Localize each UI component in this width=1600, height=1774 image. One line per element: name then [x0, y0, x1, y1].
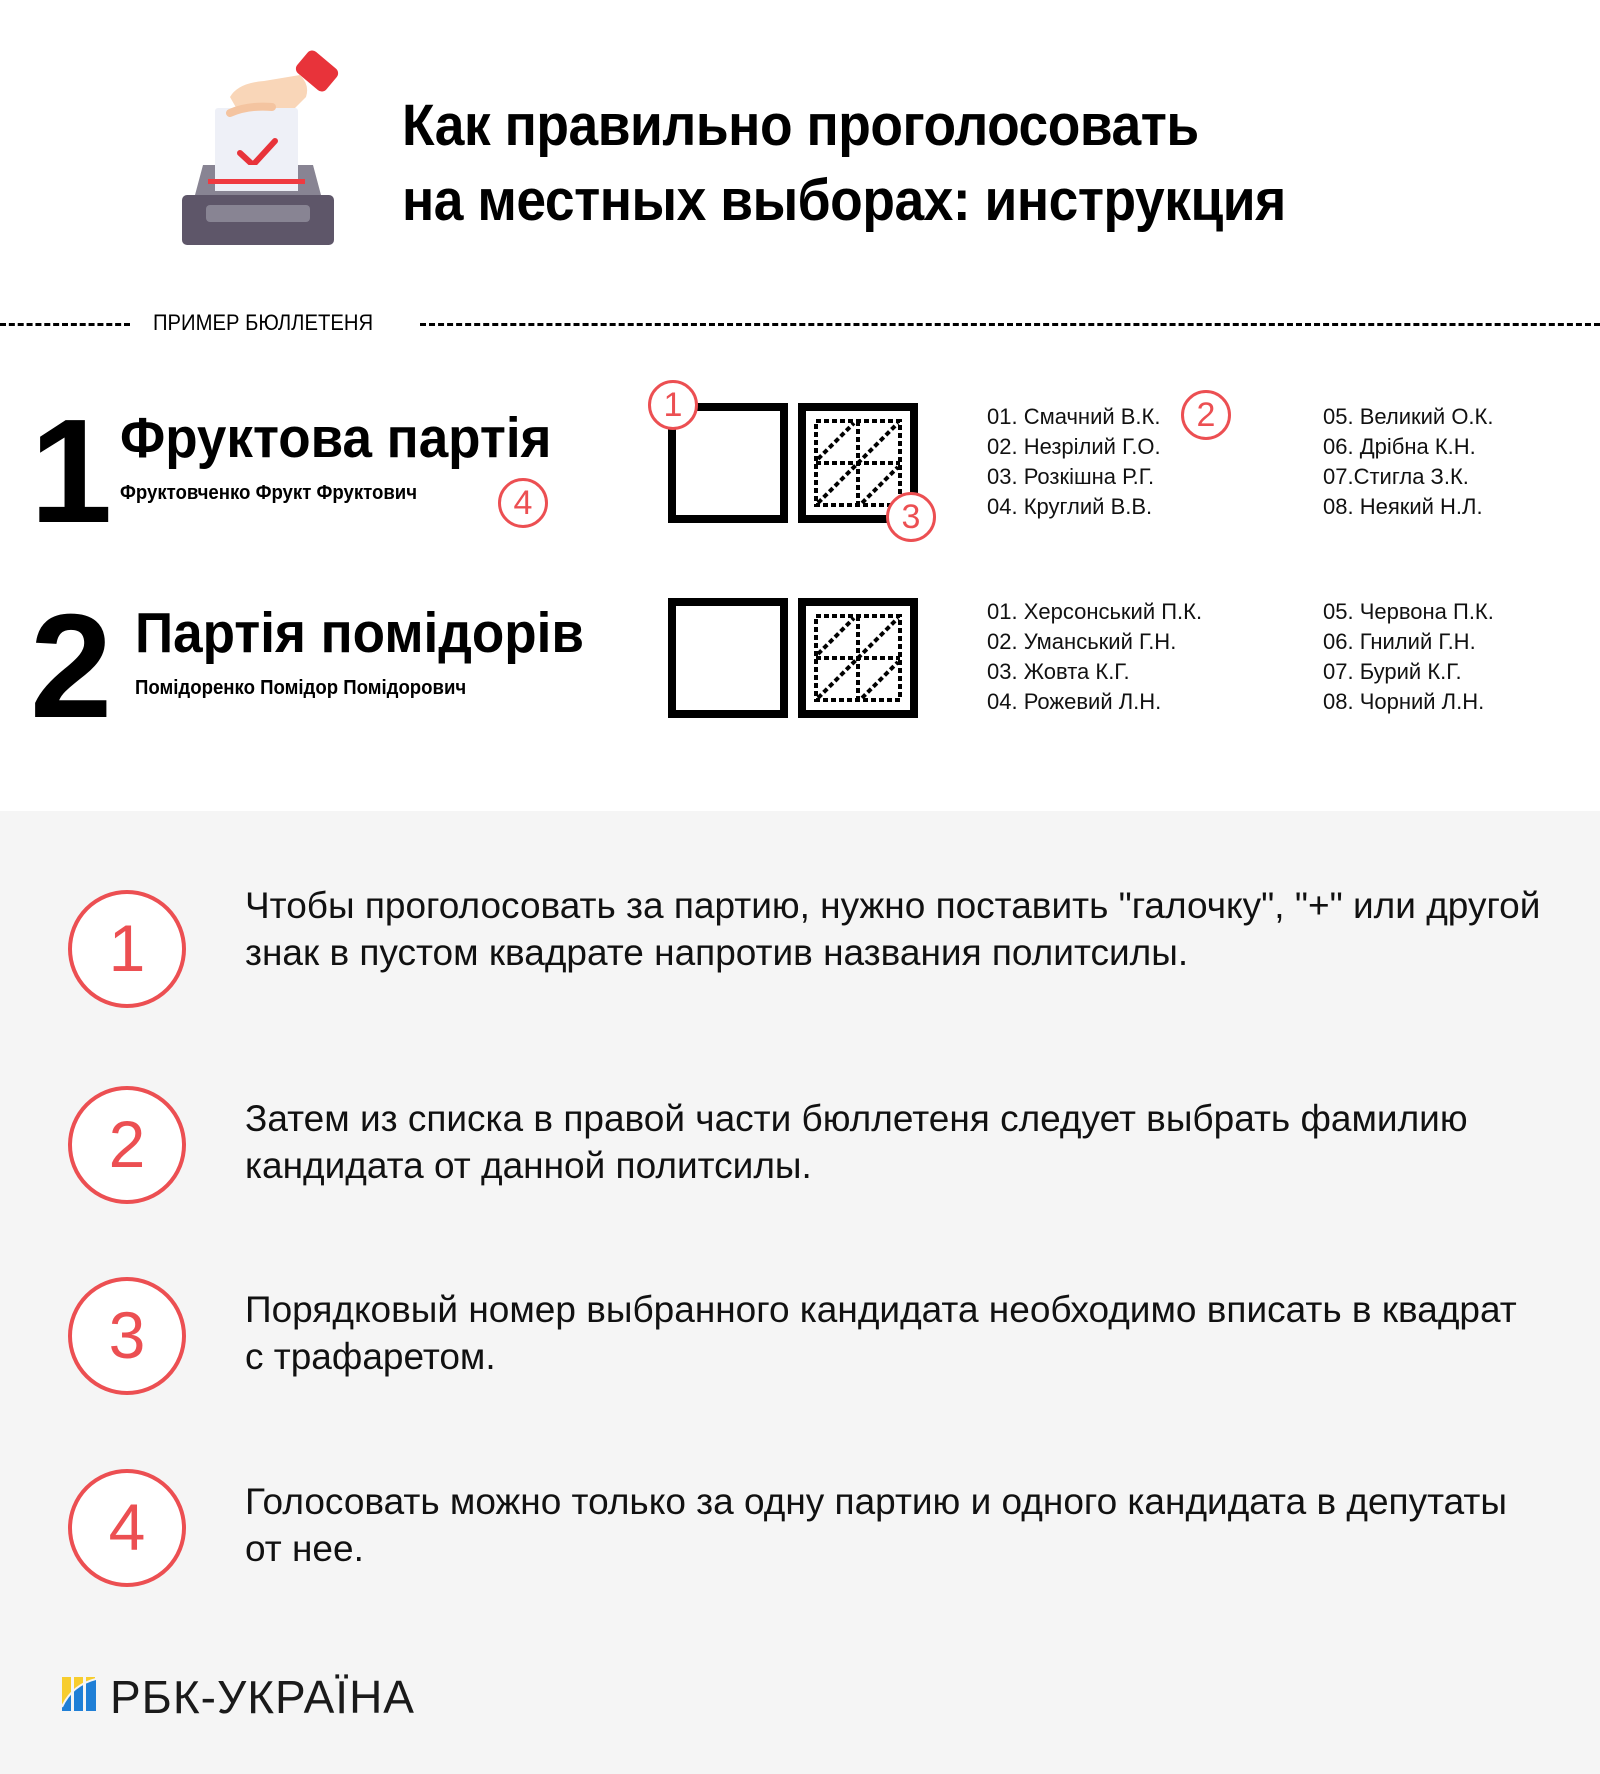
step-number-badge: 1 — [68, 890, 186, 1008]
party-leader: Помідоренко Помідор Помідорович — [135, 677, 467, 699]
callout-badge-3: 3 — [886, 492, 936, 542]
ballot-party-2 — [0, 575, 1600, 749]
ballot-example-divider — [0, 305, 1600, 341]
candidate-item[interactable]: 06. Дрібна К.Н. — [1323, 434, 1476, 459]
step-number-badge: 2 — [68, 1086, 186, 1204]
candidate-number-stencil[interactable] — [798, 598, 918, 718]
stencil-grid-icon — [812, 612, 904, 704]
candidate-list-left — [987, 597, 1202, 717]
party-number: 1 — [30, 389, 113, 554]
dashed-line-right — [420, 323, 1600, 326]
callout-badge-1: 1 — [648, 380, 698, 430]
step-number-badge: 3 — [68, 1277, 186, 1395]
dashed-line-left — [0, 323, 130, 326]
candidate-item[interactable]: 06. Гнилий Г.Н. — [1323, 629, 1476, 654]
candidate-item[interactable]: 03. Жовта К.Г. — [987, 659, 1130, 684]
step-text: Чтобы проголосовать за партию, нужно поставить "галочку", "+" или другой знак в пустом квадрате напротив названия политсилы. — [245, 885, 1541, 973]
candidate-list-left — [987, 402, 1161, 522]
candidate-item[interactable]: 08. Неякий Н.Л. — [1323, 494, 1483, 519]
title-line-1: Как правильно проголосовать — [402, 93, 1199, 158]
party-name: Фруктова партія — [120, 406, 552, 470]
ballot-party-1 — [0, 380, 1600, 554]
step-text: Затем из списка в правой части бюллетеня следует выбрать фамилию кандидата от данной политсилы. — [245, 1098, 1468, 1186]
party-leader: Фруктовченко Фрукт Фруктович — [120, 482, 418, 504]
candidate-item[interactable]: 01. Смачний В.К. — [987, 404, 1161, 429]
candidate-item[interactable]: 03. Розкішна Р.Г. — [987, 464, 1155, 489]
candidate-item[interactable]: 02. Уманський Г.Н. — [987, 629, 1177, 654]
party-number: 2 — [30, 584, 113, 749]
stencil-grid-icon — [812, 417, 904, 509]
divider-label: ПРИМЕР БЮЛЛЕТЕНЯ — [153, 310, 374, 335]
candidate-list-right — [1323, 402, 1493, 522]
step-text: Порядковый номер выбранного кандидата необходимо вписать в квадрат с трафаретом. — [245, 1289, 1517, 1377]
candidate-item[interactable]: 05. Великий О.К. — [1323, 404, 1494, 429]
candidate-list-right — [1323, 597, 1494, 717]
rbc-logo-mark-icon — [62, 1677, 96, 1711]
candidate-item[interactable]: 07.Стигла З.К. — [1323, 464, 1469, 489]
candidate-item[interactable]: 07. Бурий К.Г. — [1323, 659, 1462, 684]
candidate-item[interactable]: 05. Червона П.К. — [1323, 599, 1494, 624]
logo-text: РБК-УКРАЇНА — [110, 1671, 415, 1723]
title-line-2: на местных выборах: инструкция — [402, 168, 1286, 233]
candidate-item[interactable]: 01. Херсонський П.К. — [987, 599, 1203, 624]
candidate-item[interactable]: 04. Рожевий Л.Н. — [987, 689, 1162, 714]
page-title — [402, 88, 1286, 238]
ballot-box-icon — [178, 45, 348, 245]
callout-badge-4: 4 — [498, 478, 548, 528]
candidate-item[interactable]: 04. Круглий В.В. — [987, 494, 1153, 519]
callout-badge-2: 2 — [1181, 390, 1231, 440]
party-name: Партія помідорів — [135, 601, 584, 665]
step-number-badge: 4 — [68, 1469, 186, 1587]
party-checkbox[interactable] — [668, 598, 788, 718]
candidate-item[interactable]: 08. Чорний Л.Н. — [1323, 689, 1485, 714]
step-text: Голосовать можно только за одну партию и одного кандидата в депутаты от нее. — [245, 1481, 1507, 1569]
candidate-item[interactable]: 02. Незрілий Г.О. — [987, 434, 1161, 459]
